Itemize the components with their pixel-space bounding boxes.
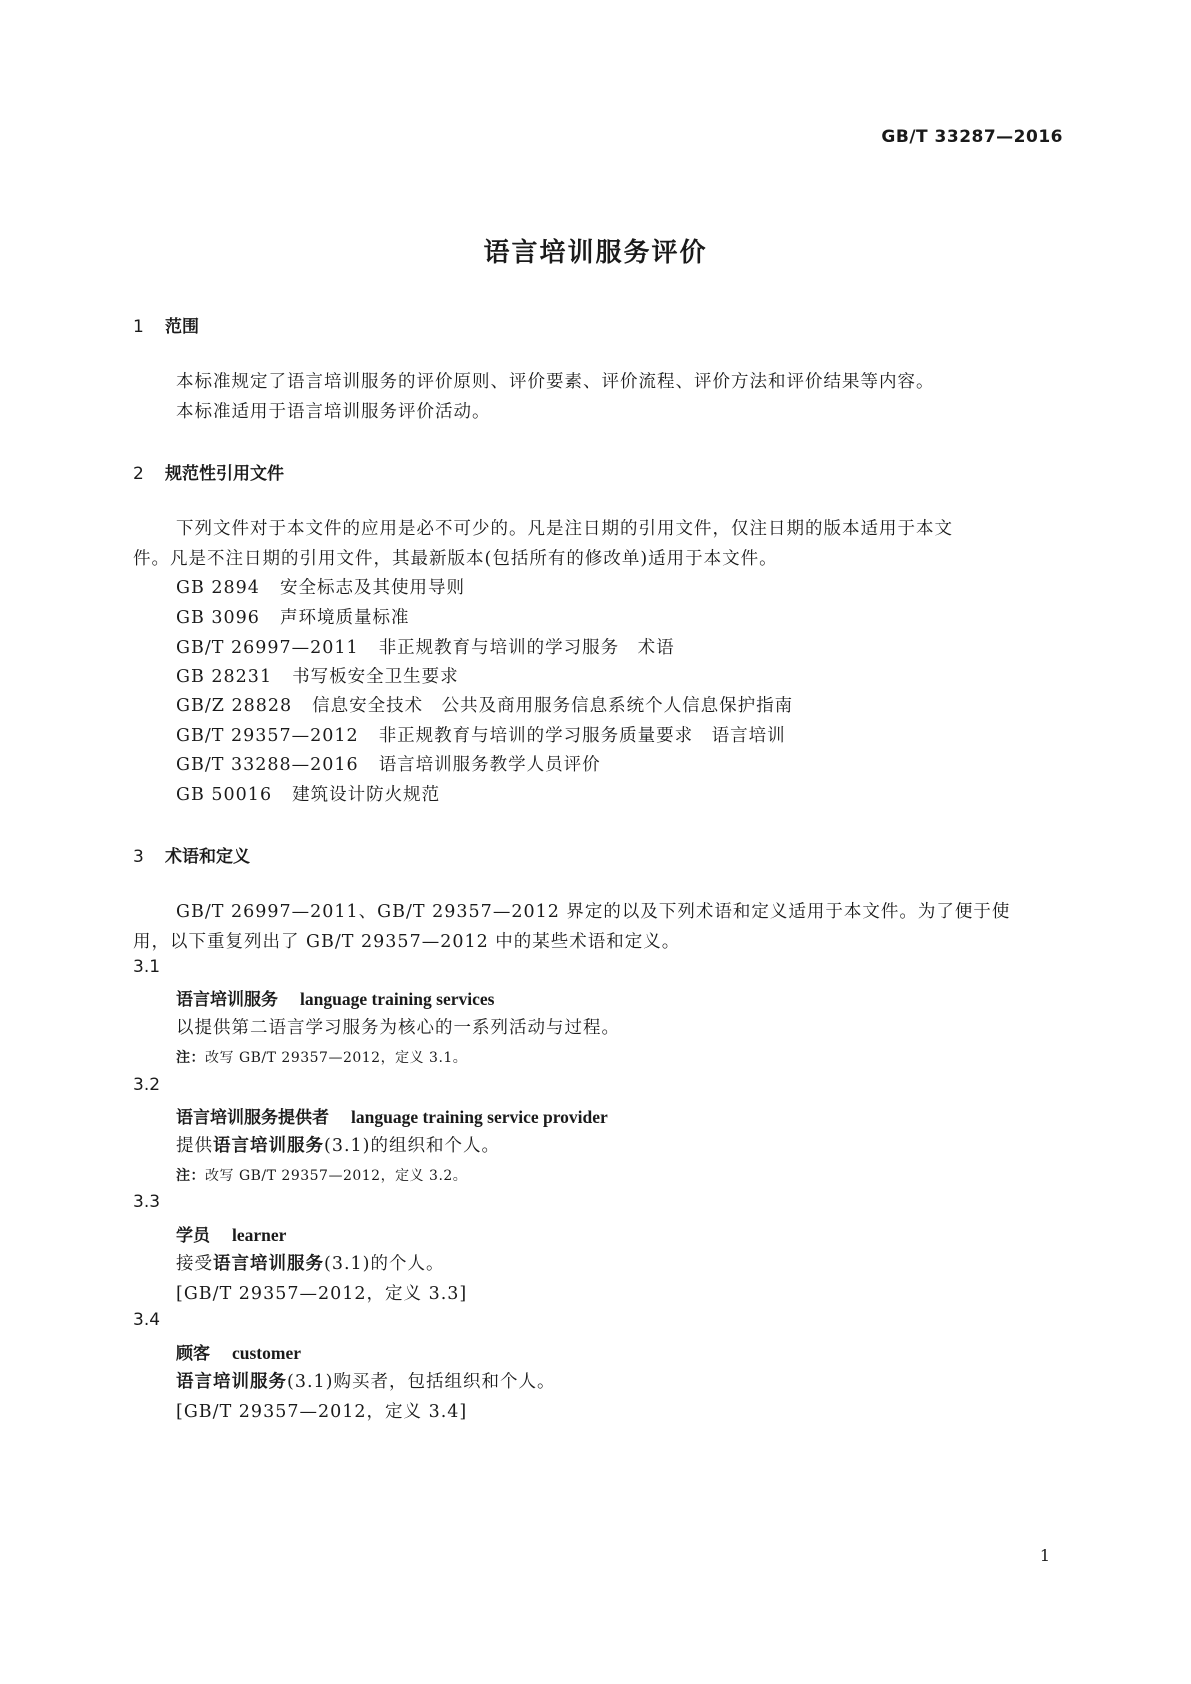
- term-english: language training service provider: [351, 1107, 608, 1127]
- standard-code: GB/T 33287—2016: [881, 127, 1063, 147]
- document-title: 语言培训服务评价: [483, 238, 708, 268]
- term-source: [GB/T 29357—2012，定义 3.3]: [176, 1284, 468, 1304]
- section-number: 2: [133, 464, 144, 484]
- reference-code: GB/Z 28828: [176, 696, 293, 716]
- reference-title: 建筑设计防火规范: [292, 785, 441, 805]
- normative-reference: [176, 572, 465, 604]
- definition-text: (3.1)的组织和个人。: [324, 1136, 500, 1156]
- definition-text: 接受: [176, 1254, 213, 1274]
- reference-title: 安全标志及其使用导则: [279, 578, 465, 598]
- normative-reference: [176, 602, 409, 634]
- normative-reference: [176, 632, 675, 664]
- reference-code: GB 28231: [176, 667, 273, 687]
- normative-reference: [176, 720, 786, 752]
- term-chinese: 学员: [176, 1226, 210, 1246]
- note-text: 改写 GB/T 29357—2012，定义 3.1。: [205, 1050, 468, 1066]
- term-definition: [176, 1130, 500, 1162]
- section-number: 3: [133, 847, 144, 867]
- note-label: 注：: [176, 1168, 205, 1184]
- reference-code: GB/T 33288—2016: [176, 755, 359, 775]
- term-note: [176, 1165, 467, 1185]
- term-definition: 以提供第二语言学习服务为核心的一系列活动与过程。: [176, 1018, 620, 1038]
- reference-title: 语言培训服务教学人员评价: [378, 755, 601, 775]
- term-english: customer: [232, 1343, 302, 1363]
- normative-reference: [176, 779, 440, 811]
- normative-reference: [176, 690, 793, 722]
- term-heading: [176, 1221, 286, 1246]
- term-chinese: 语言培训服务: [176, 990, 278, 1010]
- definition-text: 提供: [176, 1136, 213, 1156]
- term-heading: [176, 985, 494, 1010]
- cross-referenced-term: 语言培训服务: [176, 1372, 287, 1392]
- reference-code: GB 3096: [176, 608, 260, 628]
- page-number: 1: [1039, 1546, 1050, 1565]
- term-note: [176, 1047, 467, 1067]
- reference-code: GB/T 29357—2012: [176, 726, 359, 746]
- cross-referenced-term: 语言培训服务: [213, 1136, 324, 1156]
- term-english: learner: [232, 1225, 287, 1245]
- section-1-heading: [133, 312, 199, 337]
- term-chinese: 语言培训服务提供者: [176, 1108, 329, 1128]
- section-3-intro: 用，以下重复列出了 GB/T 29357—2012 中的某些术语和定义。: [133, 932, 681, 952]
- term-source: [GB/T 29357—2012，定义 3.4]: [176, 1402, 468, 1422]
- section-title: 范围: [165, 317, 199, 337]
- term-english: language training services: [300, 989, 495, 1009]
- definition-text: (3.1)的个人。: [324, 1254, 445, 1274]
- term-number: 3.2: [133, 1075, 161, 1095]
- section-2-intro: 件。凡是不注日期的引用文件，其最新版本(包括所有的修改单)适用于本文件。: [133, 549, 778, 569]
- definition-text: (3.1)购买者，包括组织和个人。: [287, 1372, 556, 1392]
- section-3-intro: GB/T 26997—2011、GB/T 29357—2012 界定的以及下列术语和定义适用于本文件。为了便于使: [176, 902, 1011, 922]
- reference-title: 声环境质量标准: [279, 608, 410, 628]
- section-3-heading: [133, 842, 250, 867]
- term-number: 3.4: [133, 1310, 161, 1330]
- section-1-paragraph: 本标准适用于语言培训服务评价活动。: [176, 402, 491, 422]
- section-1-paragraph: 本标准规定了语言培训服务的评价原则、评价要素、评价流程、评价方法和评价结果等内容。: [176, 372, 935, 392]
- section-title: 术语和定义: [165, 847, 250, 867]
- note-label: 注：: [176, 1050, 205, 1066]
- reference-code: GB 2894: [176, 578, 260, 598]
- section-number: 1: [133, 317, 144, 337]
- reference-title: 书写板安全卫生要求: [292, 667, 459, 687]
- term-heading: [176, 1339, 301, 1364]
- term-definition: [176, 1248, 445, 1280]
- term-number: 3.1: [133, 957, 161, 977]
- note-text: 改写 GB/T 29357—2012，定义 3.2。: [205, 1168, 468, 1184]
- reference-title: 信息安全技术 公共及商用服务信息系统个人信息保护指南: [312, 696, 794, 716]
- reference-title: 非正规教育与培训的学习服务质量要求 语言培训: [378, 726, 786, 746]
- section-title: 规范性引用文件: [165, 464, 284, 484]
- reference-code: GB/T 26997—2011: [176, 638, 359, 658]
- term-number: 3.3: [133, 1192, 161, 1212]
- term-heading: [176, 1103, 608, 1128]
- cross-referenced-term: 语言培训服务: [213, 1254, 324, 1274]
- reference-code: GB 50016: [176, 785, 273, 805]
- section-2-heading: [133, 459, 284, 484]
- term-definition: [176, 1366, 556, 1398]
- term-chinese: 顾客: [176, 1344, 210, 1364]
- normative-reference: [176, 661, 459, 693]
- normative-reference: [176, 749, 601, 781]
- section-2-intro: 下列文件对于本文件的应用是必不可少的。凡是注日期的引用文件，仅注日期的版本适用于本文: [176, 519, 953, 539]
- reference-title: 非正规教育与培训的学习服务 术语: [378, 638, 675, 658]
